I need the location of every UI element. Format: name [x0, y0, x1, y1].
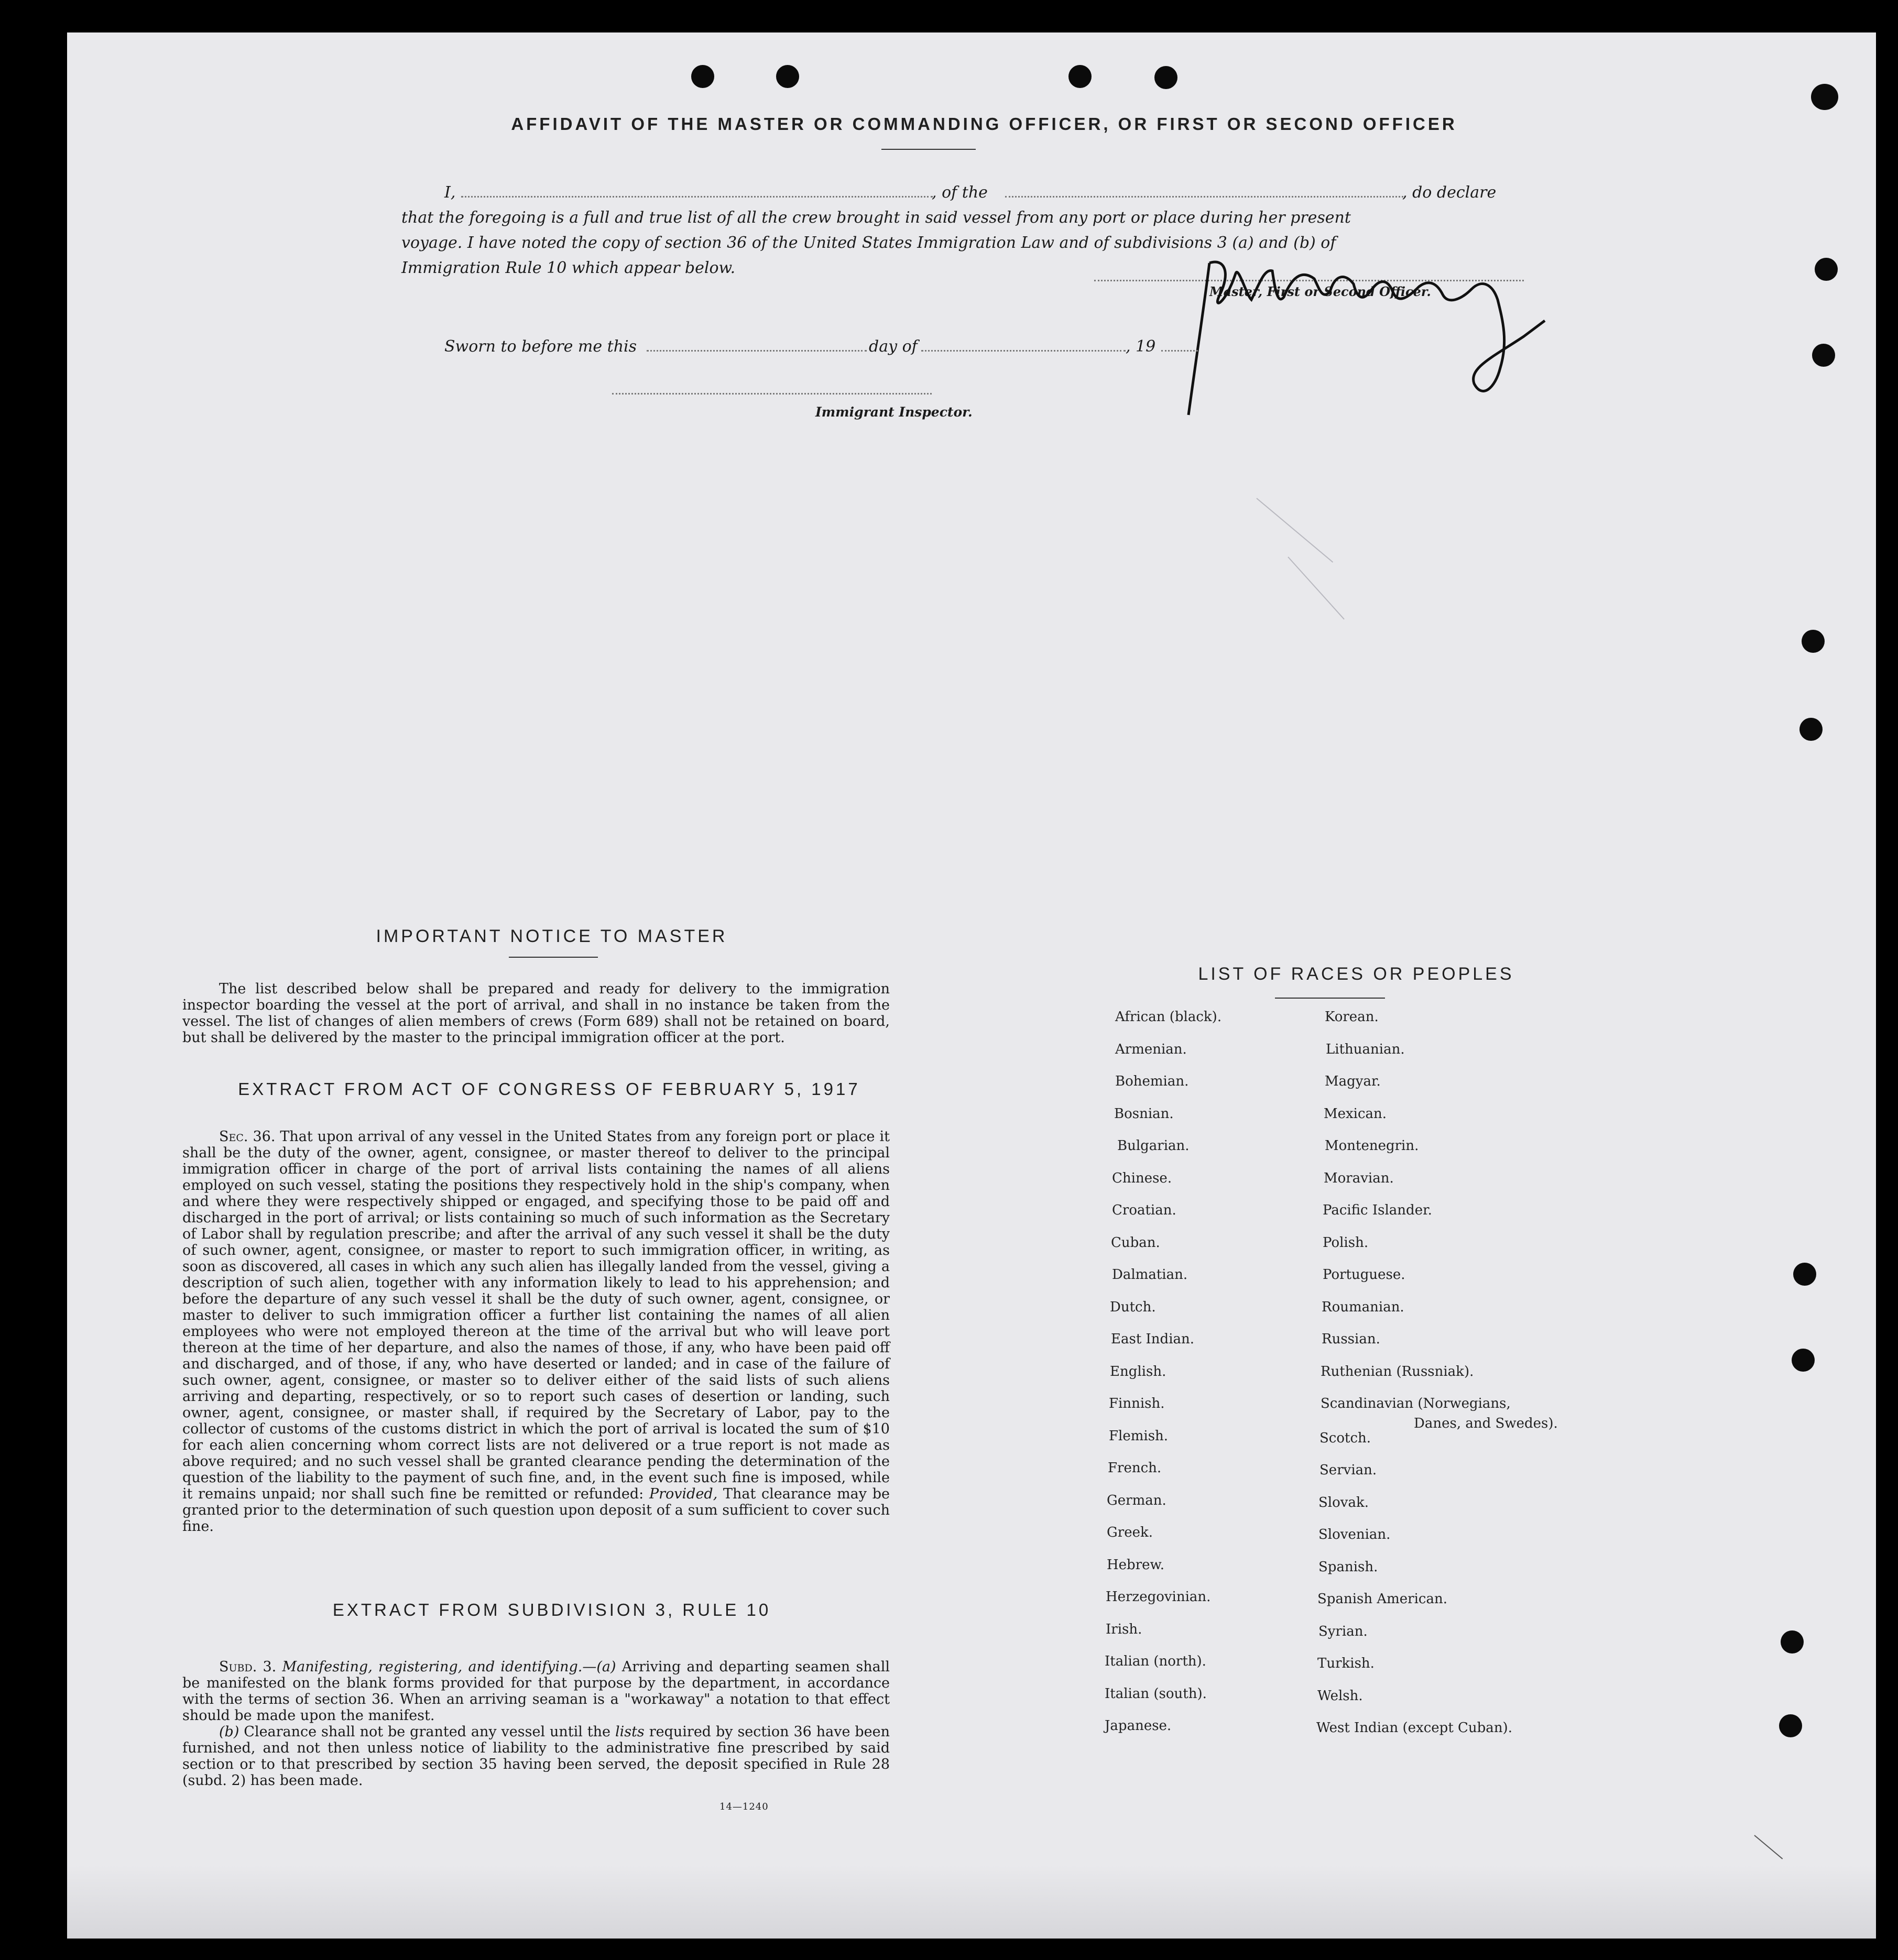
subd-a-text: Arriving and departing seamen shall be manifested on the blank forms provided for that purpose by the department, in accordance with the terms of section 36. When an arriving seaman is a "workaway" a notation to that effect should be made upon the manifest. [182, 1659, 890, 1724]
race-item: Irish. [1106, 1621, 1142, 1637]
signer-caption: Master, First or Second Officer. [1209, 284, 1431, 299]
race-item: Hebrew. [1107, 1557, 1164, 1573]
notice-body [182, 981, 890, 1046]
sec-36-proviso: That clearance may be granted prior to the determination of such question upon deposit of a sum sufficient to cover such fine. [182, 1486, 890, 1535]
rule10-title: EXTRACT FROM SUBDIVISION 3, RULE 10 [332, 1600, 771, 1619]
race-item: English. [1110, 1363, 1166, 1379]
provided-label: Provided, [649, 1486, 718, 1502]
race-item: East Indian. [1111, 1331, 1195, 1347]
race-item: Italian (north). [1105, 1654, 1206, 1669]
race-item: Scotch. [1319, 1430, 1371, 1446]
race-item: Russian. [1322, 1331, 1380, 1347]
race-item: Portuguese. [1323, 1267, 1405, 1283]
race-item: Syrian. [1318, 1623, 1368, 1639]
form-number: 14—1240 [719, 1801, 769, 1812]
punch-hole [691, 65, 714, 88]
rule10-body [182, 1659, 890, 1789]
punch-hole [776, 65, 799, 88]
notice-rule [509, 957, 598, 958]
punch-hole [1792, 1349, 1815, 1372]
race-item: Montenegrin. [1325, 1138, 1419, 1154]
affidavit-of-the: , of the [932, 183, 988, 202]
race-item: Finnish. [1109, 1396, 1165, 1411]
act-body [182, 1129, 890, 1535]
sworn-year: , 19 [1126, 337, 1156, 356]
punch-hole [1815, 258, 1838, 281]
race-item: Italian (south). [1105, 1685, 1207, 1702]
punch-hole [1793, 1263, 1816, 1286]
race-item: Ruthenian (Russniak). [1321, 1363, 1474, 1379]
subd-b-text-2: required by section 36 have been furnished, and not then unless notice of liability to the administrative fine prescribed by said section or to that prescribed by section 35 having been served, the deposit specified in Rule 28 (subd. 2) has been made. [182, 1724, 890, 1789]
race-item: Mexican. [1324, 1105, 1387, 1122]
affidavit-line-4: Immigration Rule 10 which appear below. [401, 259, 736, 277]
race-item: Armenian. [1115, 1041, 1187, 1057]
race-item: Pacific Islander. [1323, 1202, 1432, 1218]
inspector-signature-line[interactable] [612, 393, 932, 395]
race-item: African (black). [1115, 1009, 1222, 1025]
form-page [67, 32, 1876, 1939]
subd-b-text-1: Clearance shall not be granted any vessel until the [244, 1724, 611, 1740]
vessel-name-field[interactable] [1005, 196, 1403, 198]
race-item: Polish. [1323, 1234, 1369, 1251]
race-item: Slovenian. [1318, 1527, 1391, 1542]
races-rule [1275, 998, 1385, 999]
affidavit-declare: , do declare [1402, 183, 1497, 202]
sec-label: Sec. 36. [219, 1129, 276, 1145]
subd-a-label: —(a) [582, 1659, 616, 1675]
affidavit-line-2: that the foregoing is a full and true list of all the crew brought in said vessel from any port or place during her present [401, 209, 1351, 227]
subd-b-label: (b) [219, 1724, 239, 1740]
race-item: Spanish American. [1317, 1591, 1448, 1607]
race-item: German. [1107, 1492, 1166, 1508]
subd-label: Subd. 3. [219, 1659, 277, 1675]
affidavit-title: AFFIDAVIT OF THE MASTER OR COMMANDING OFFICER, OR FIRST OR SECOND OFFICER [511, 114, 1457, 134]
race-item: French. [1108, 1460, 1162, 1476]
race-item: Magyar. [1325, 1074, 1381, 1089]
punch-hole [1779, 1714, 1802, 1737]
race-item: Scandinavian (Norwegians, [1321, 1396, 1511, 1411]
affidavit-line-3: voyage. I have noted the copy of section 36 of the United States Immigration Law and of subdivisions 3 (a) and (b) of [401, 234, 1336, 252]
race-item: Lithuanian. [1326, 1041, 1405, 1057]
act-title: EXTRACT FROM ACT OF CONGRESS OF FEBRUARY 5, 1917 [238, 1079, 860, 1099]
race-item: Spanish. [1318, 1559, 1378, 1575]
subd-b-lists: lists [615, 1724, 645, 1740]
race-item: Chinese. [1112, 1170, 1172, 1186]
punch-hole [1781, 1630, 1804, 1654]
subd-title: Manifesting, registering, and identifying. [282, 1659, 583, 1675]
scan-streak [1256, 498, 1333, 563]
scan-streak [1288, 556, 1345, 619]
race-item: Dutch. [1110, 1299, 1156, 1315]
sworn-month-field[interactable] [921, 350, 1126, 352]
sworn-day-field[interactable] [647, 350, 867, 352]
inspector-caption: Immigrant Inspector. [815, 404, 973, 420]
race-item: Korean. [1325, 1009, 1379, 1025]
race-item: Bosnian. [1114, 1105, 1174, 1122]
race-item: Turkish. [1317, 1656, 1375, 1671]
punch-hole [1812, 344, 1835, 367]
race-item: Japanese. [1105, 1718, 1172, 1734]
punch-hole [1811, 84, 1838, 110]
race-item: Cuban. [1111, 1234, 1160, 1251]
sworn-year-field[interactable] [1161, 350, 1198, 352]
handwritten-signature [1147, 242, 1555, 431]
punch-hole [1068, 65, 1092, 88]
sworn-day-of: day of [869, 337, 918, 356]
race-item: Dalmatian. [1112, 1267, 1188, 1283]
race-item: Moravian. [1324, 1170, 1394, 1186]
punch-hole [1802, 630, 1825, 653]
race-item: Slovak. [1318, 1494, 1369, 1510]
race-scandinavian-continued: Danes, and Swedes). [1414, 1416, 1558, 1431]
race-item: West Indian (except Cuban). [1316, 1720, 1512, 1736]
race-item: Bohemian. [1115, 1074, 1189, 1089]
race-item: Croatian. [1112, 1202, 1176, 1218]
race-item: Bulgarian. [1117, 1138, 1190, 1154]
punch-hole [1799, 718, 1823, 741]
sec-36-text: That upon arrival of any vessel in the United States from any foreign port or place it shall be the duty of the owner, agent, consignee, or master thereof to deliver to the principal immigration officer in charge of the port of arrival lists containing the names of all aliens employed on such vessel, stating the positions they respectively hold in the ship's company, when and where they were respectively shipped or engaged, and specifying those to be paid off and discharged in the port of arrival; or lists containing so much of such information as the Secretary of Labor shall by regulation prescribe; and after the arrival of any such vessel it shall be the duty of such owner, agent, consignee, or master to report to such immigration officer, in writing, as soon as discovered, all cases in which any such alien has illegally landed from the vessel, giving a description of such alien, together with any information likely to lead to his apprehension; and before the departure of any such vessel it shall be the duty of such owner, agent, consignee, or master to deliver to such immigration officer a further list containing the names of all alien employees who were not employed thereon at the time of the arrival but who will leave port thereon at the time of her departure, and also the names of those, if any, who have been paid off and discharged, and of those, if any, who have deserted or landed; and in case of the failure of such owner, agent, consignee, or master so to deliver either of the said lists of such aliens arriving and departing, respectively, or so to report such cases of desertion or landing, such owner, agent, consignee, or master shall, if required by the Secretary of Labor, pay to the collector of customs of the customs district in which the port of arrival is located the sum of $10 for each alien concerning whom correct lists are not delivered or a true report is not made as above required; and no such vessel shall be granted clearance pending the determination of the question of the liability to the payment of such fine, and, in the event such fine is imposed, while it remains unpaid; nor shall such fine be remitted or refunded: [182, 1129, 890, 1502]
races-title: LIST OF RACES OR PEOPLES [1198, 964, 1514, 984]
race-item: Flemish. [1109, 1428, 1169, 1444]
punch-hole [1154, 66, 1177, 89]
master-name-field[interactable] [461, 196, 933, 198]
sworn-prefix: Sworn to before me this [444, 337, 637, 356]
race-item: Greek. [1107, 1525, 1153, 1540]
notice-title: IMPORTANT NOTICE TO MASTER [376, 926, 728, 946]
scan-streak [1754, 1835, 1783, 1859]
notice-text: The list described below shall be prepared and ready for delivery to the immigration inspector boarding the vessel at the port of arrival, and shall in no instance be taken from the vessel. The list of changes of alien members of crews (Form 689) shall not be retained on board, but shall be delivered by the master to the principal immigration officer at the port. [182, 981, 890, 1046]
race-item: Roumanian. [1322, 1299, 1404, 1315]
race-item: Herzegovinian. [1106, 1589, 1211, 1605]
affidavit-i: I, [444, 183, 456, 202]
race-item: Servian. [1319, 1462, 1377, 1478]
title-rule [881, 149, 976, 150]
race-item: Welsh. [1317, 1688, 1363, 1704]
